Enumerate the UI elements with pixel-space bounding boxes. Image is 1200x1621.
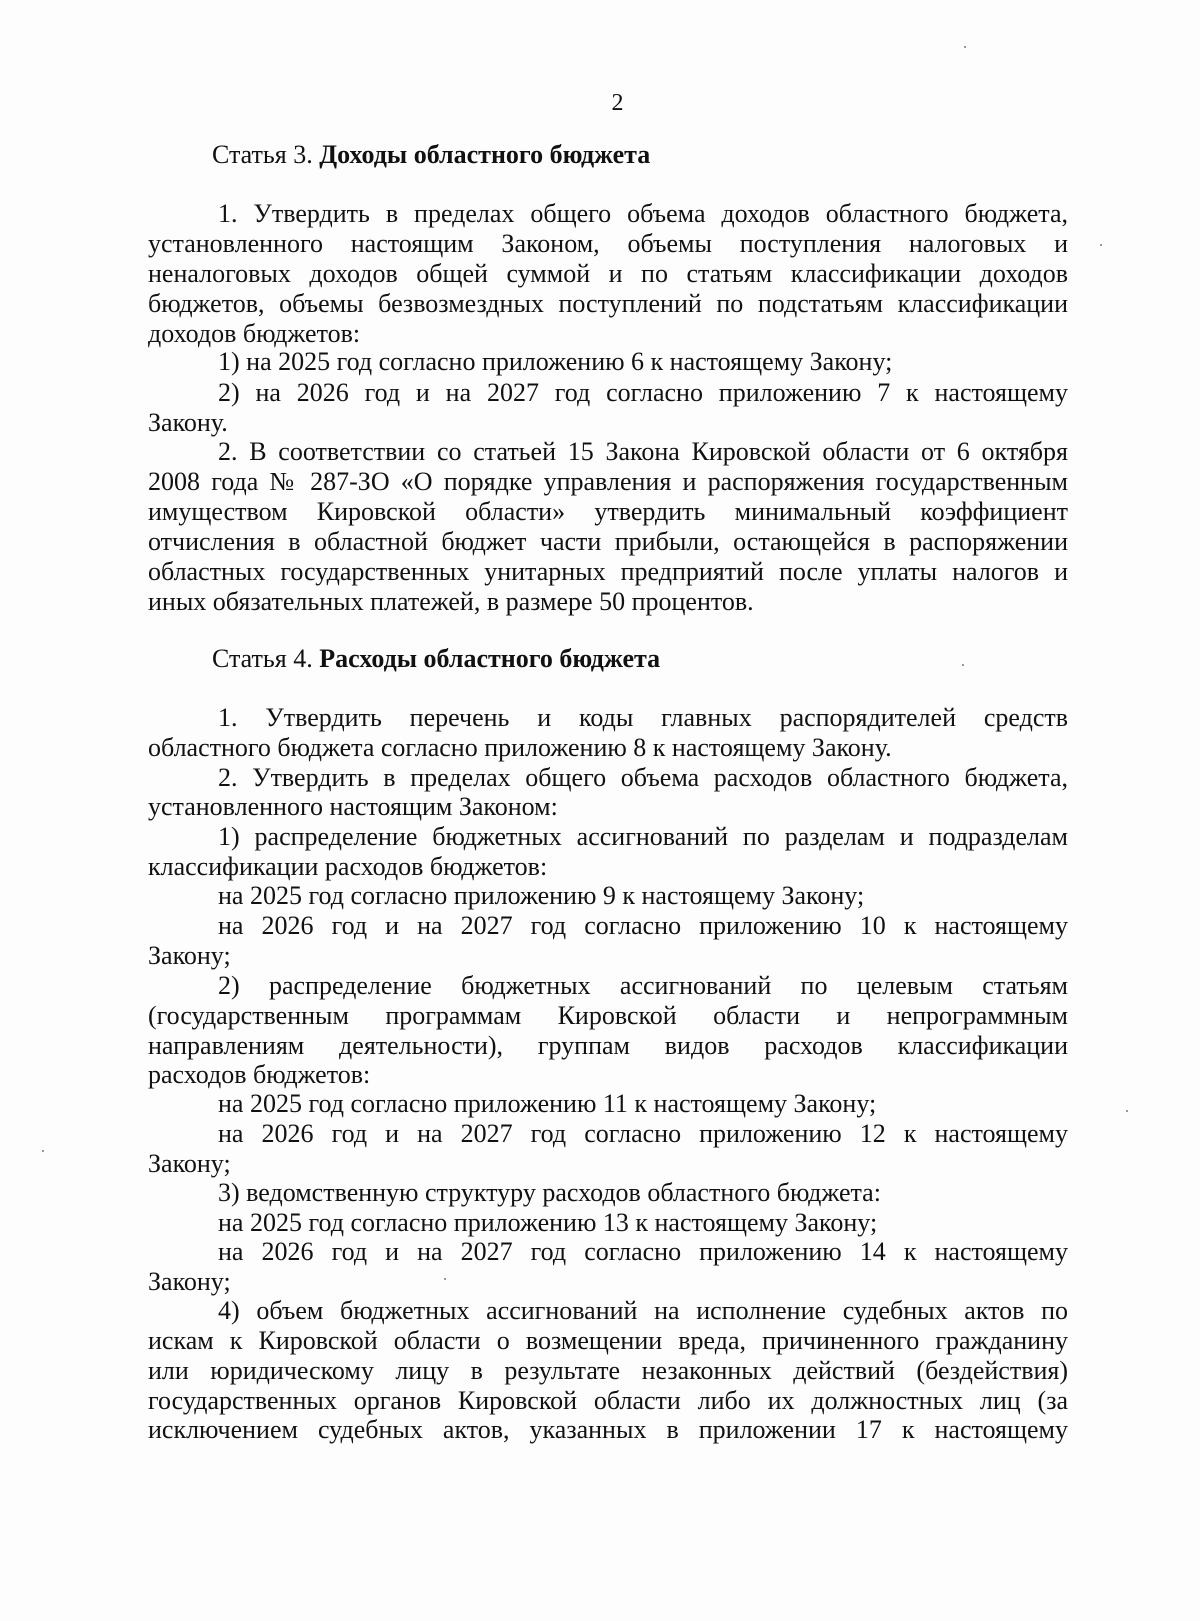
article-4-line: 1. Утвердить перечень и коды главных распорядителей средств: [218, 703, 1068, 732]
article-4-line: на 2025 год согласно приложению 13 к настоящему Закону;: [218, 1208, 878, 1237]
article-4-title: Расходы областного бюджета: [319, 644, 661, 673]
article-4-line: областного бюджета согласно приложению 8 к настоящему Закону.: [148, 733, 892, 762]
article-3-line: 2. В соответствии со статьей 15 Закона Кировской области от 6 октября: [218, 437, 1068, 466]
article-4-heading: [212, 644, 1132, 674]
article-3-heading: [212, 140, 1132, 170]
article-4-line: направлениям деятельности), группам видов расходов классификации: [148, 1031, 1068, 1060]
article-4-line: на 2026 год и на 2027 год согласно приложению 12 к настоящему: [218, 1119, 1068, 1148]
article-4-line: исключением судебных актов, указанных в приложении 17 к настоящему: [148, 1415, 1068, 1444]
scan-speck: [42, 1150, 44, 1152]
scan-speck: [964, 46, 966, 48]
article-4-line: Закону;: [148, 941, 231, 970]
article-3-line: Закону.: [148, 408, 228, 437]
article-4-line: на 2025 год согласно приложению 9 к настоящему Закону;: [218, 881, 865, 910]
article-4-line: на 2026 год и на 2027 год согласно приложению 10 к настоящему: [218, 911, 1068, 940]
article-3-line: имуществом Кировской области» утвердить минимальный коэффициент: [148, 497, 1068, 526]
article-3-line: доходов бюджетов:: [148, 319, 361, 348]
article-4-line: искам к Кировской области о возмещении вреда, причиненного гражданину: [148, 1326, 1068, 1355]
article-4-line: государственных органов Кировской области либо их должностных лиц (за: [148, 1386, 1068, 1415]
article-3-line: областных государственных унитарных предприятий после уплаты налогов и: [148, 557, 1068, 586]
article-4-line: 2. Утвердить в пределах общего объема расходов областного бюджета,: [218, 763, 1068, 792]
article-4-line: 4) объем бюджетных ассигнований на исполнение судебных актов по: [218, 1296, 1068, 1325]
article-4-line: установленного настоящим Законом:: [148, 792, 558, 821]
article-3-line: 1. Утвердить в пределах общего объема доходов областного бюджета,: [218, 199, 1068, 228]
article-4-line: 3) ведомственную структуру расходов областного бюджета:: [218, 1178, 881, 1207]
article-3-line: бюджетов, объемы безвозмездных поступлений по подстатьям классификации: [148, 289, 1068, 318]
article-3-line: 2008 года № 287-ЗО «О порядке управления и распоряжения государственным: [148, 467, 1068, 496]
article-3-line: иных обязательных платежей, в размере 50 процентов.: [148, 587, 754, 616]
article-4-line: 2) распределение бюджетных ассигнований по целевым статьям: [218, 971, 1068, 1000]
scan-speck: [1100, 244, 1102, 246]
article-4-line: Закону;: [148, 1149, 231, 1178]
scan-speck: [1126, 1110, 1128, 1112]
article-3-title: Доходы областного бюджета: [319, 140, 651, 169]
article-3-line: установленного настоящим Законом, объемы поступления налоговых и: [148, 229, 1068, 258]
article-4-line: или юридическому лицу в результате незаконных действий (бездействия): [148, 1356, 1068, 1385]
article-4-prefix: Статья 4.: [212, 644, 313, 673]
article-4-line: 1) распределение бюджетных ассигнований по разделам и подразделам: [218, 822, 1068, 851]
article-4-line: классификации расходов бюджетов:: [148, 852, 548, 881]
article-3-line: 2) на 2026 год и на 2027 год согласно приложению 7 к настоящему: [218, 378, 1068, 407]
article-4-line: на 2025 год согласно приложению 11 к настоящему Закону;: [218, 1089, 877, 1118]
scan-speck: [962, 664, 964, 666]
article-4-line: расходов бюджетов:: [148, 1060, 371, 1089]
article-4-line: Закону;: [148, 1267, 231, 1296]
page-number: 2: [611, 90, 624, 116]
article-3-prefix: Статья 3.: [212, 140, 313, 169]
scan-speck: [444, 1278, 446, 1280]
article-4-line: (государственным программам Кировской области и непрограммным: [148, 1001, 1068, 1030]
article-3-line: неналоговых доходов общей суммой и по статьям классификации доходов: [148, 259, 1068, 288]
article-3-line: 1) на 2025 год согласно приложению 6 к настоящему Закону;: [218, 347, 893, 376]
article-3-line: отчисления в областной бюджет части прибыли, остающейся в распоряжении: [148, 527, 1068, 556]
article-4-line: на 2026 год и на 2027 год согласно приложению 14 к настоящему: [218, 1237, 1068, 1266]
